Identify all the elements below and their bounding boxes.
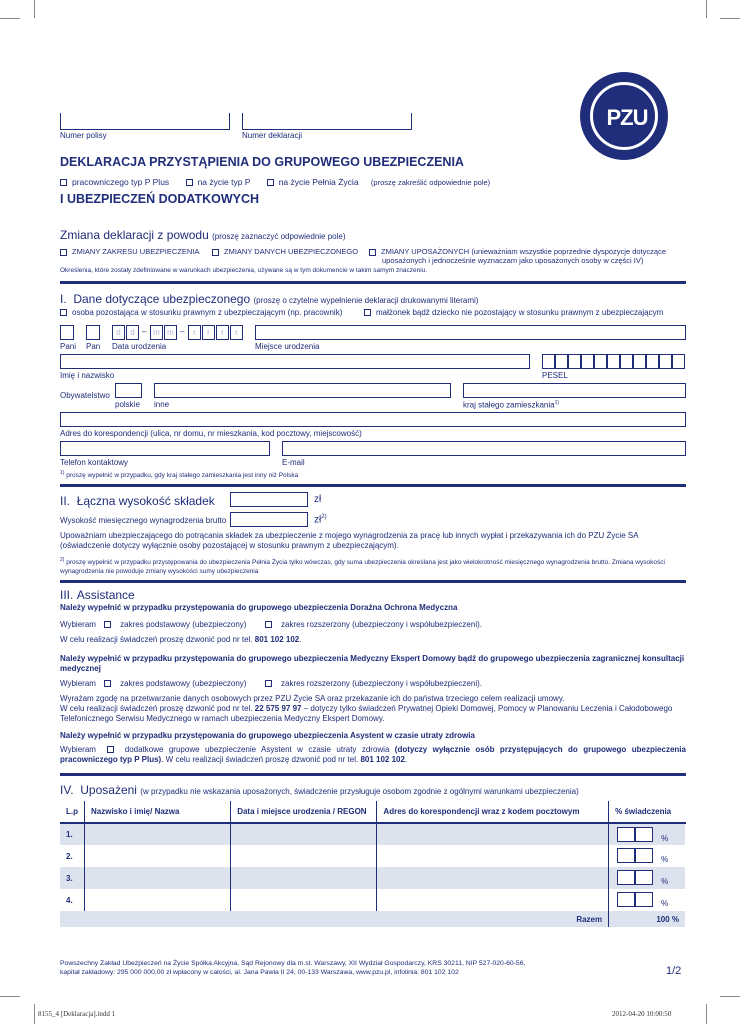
call-text-1: W celu realizacji świadczeń proszę dzwonić pod nr tel.	[60, 635, 253, 644]
pesel-digit-cell[interactable]	[594, 354, 607, 369]
pesel-digit-cell[interactable]	[555, 354, 568, 369]
beneficiary-name-cell[interactable]	[85, 845, 231, 867]
assistance-block2-heading: Należy wypełnić w przypadku przystępowania do grupowego ubezpieczenia Medyczny Ekspert Domowy bądź do grupowego ubezpieczenia zagranicznej konsultacji medycznej	[60, 654, 685, 673]
phone-number-2: 22 575 97 97	[254, 704, 302, 713]
footer-company-line1: Powszechny Zakład Ubezpieczeń na Życie Spółka Akcyjna, Sąd Rejonowy dla m.st. Warszawy, XII Wydział Gospodarczy, KRS 30211, NIP 527-020-60-56,	[60, 960, 526, 967]
insured-employee-checkbox[interactable]	[60, 309, 67, 316]
change-beneficiaries-label: ZMIANY UPOSAŻONYCH	[381, 247, 470, 256]
policy-number-label: Numer polisy	[60, 131, 107, 140]
col-header-lp: L.p	[60, 801, 85, 823]
beneficiary-percent-cell[interactable]	[609, 889, 686, 911]
print-file-info: 8155_4 [Deklaracja].indd 1	[38, 1010, 116, 1018]
birth-date-year-4[interactable]: r	[230, 325, 243, 340]
citizenship-polish-label: polskie	[115, 400, 140, 409]
assistant-checkbox[interactable]	[107, 746, 114, 753]
choose-label-3: Wybieram	[60, 745, 96, 754]
pesel-digit-cell[interactable]	[659, 354, 672, 369]
dom-basic-checkbox[interactable]	[104, 621, 111, 628]
declaration-number-label: Numer deklaracji	[242, 131, 303, 140]
percent-sign: %	[661, 899, 669, 908]
birth-date-year-2[interactable]: r	[202, 325, 215, 340]
citizenship-other-input[interactable]	[154, 383, 451, 398]
beneficiary-address-cell[interactable]	[377, 889, 609, 911]
phone-label: Telefon kontaktowy	[60, 458, 129, 467]
change-beneficiaries-note-1: (unieważniam wszystkie poprzednie dyspozycje dotyczące	[471, 247, 666, 256]
email-input[interactable]	[282, 441, 686, 456]
change-scope-checkbox[interactable]	[60, 249, 67, 256]
residence-country-label: kraj stałego zamieszkania	[463, 400, 555, 410]
choose-label-1: Wybieram	[60, 620, 96, 629]
col-header-name: Nazwisko i imię/ Nazwa	[85, 801, 231, 823]
beneficiary-birth-cell[interactable]	[231, 845, 377, 867]
beneficiary-birth-cell[interactable]	[231, 867, 377, 889]
dom-extended-checkbox[interactable]	[265, 621, 272, 628]
salary-currency: zł	[314, 514, 322, 526]
definitions-note: Określenia, które zostały zdefiniowane w warunkach ubezpieczenia, używane są w tym dokumencie w takim samym znaczeniu.	[60, 267, 428, 274]
assistance-block3-heading: Należy wypełnić w przypadku przystępowania do grupowego ubezpieczenia Asystent w czasie utraty zdrowia	[60, 731, 475, 740]
beneficiary-percent-cell[interactable]	[609, 867, 686, 889]
dom-extended-label: zakres rozszerzony (ubezpieczony i współubezpieczeni).	[281, 620, 482, 629]
beneficiary-name-cell[interactable]	[85, 867, 231, 889]
pesel-digit-cell[interactable]	[672, 354, 685, 369]
section3-number: III.	[60, 588, 74, 602]
choose-label-2: Wybieram	[60, 679, 96, 688]
assistant-label: dodatkowe grupowe ubezpieczenie Asystent w czasie utraty zdrowia	[124, 745, 390, 754]
phone-number-1: 801 102 102	[254, 635, 300, 644]
residence-footnote-ref: 1)	[554, 400, 560, 406]
insured-employee-label: osoba pozostająca w stosunku prawnym z ubezpieczającym (np. pracownik)	[72, 308, 343, 317]
option-note: (proszę zakreślić odpowiednie pole)	[370, 178, 491, 187]
citizenship-polish-checkbox[interactable]	[115, 383, 142, 398]
pesel-label: PESEL	[542, 371, 568, 380]
table-row	[60, 867, 686, 889]
section1-number: I.	[60, 292, 67, 306]
birth-date-year-1[interactable]: r	[188, 325, 201, 340]
date-dash-2: –	[180, 327, 185, 336]
beneficiary-address-cell[interactable]	[377, 823, 609, 845]
phone-input[interactable]	[60, 441, 270, 456]
option-p-label: na życie typ P	[197, 177, 251, 187]
row-number: 1.	[60, 823, 85, 845]
pesel-digit-cell[interactable]	[620, 354, 633, 369]
table-row	[60, 823, 686, 845]
salary-input[interactable]	[230, 512, 308, 527]
footer-company-line2: kapitał zakładowy: 295 000 000,00 zł wpłacony w całości, al. Jana Pawła II 24, 00-133 Warszawa, www.pzu.pl, infolinia: 801 102 102	[60, 969, 459, 976]
birth-date-month-1[interactable]: m	[150, 325, 163, 340]
assistance-block1-heading: Należy wypełnić w przypadku przystępowania do grupowego ubezpieczenia Doraźna Ochrona Medyczna	[60, 603, 458, 612]
section1-footnote-num: 1)	[60, 470, 65, 476]
total-label: Razem	[60, 911, 609, 927]
option-pelnia-label: na życie Pełnia Życia	[278, 177, 359, 187]
section1-note: (proszę o czytelne wypełnienie deklaracji drukowanymi literami)	[253, 296, 479, 305]
pesel-digit-cell[interactable]	[568, 354, 581, 369]
row-number: 3.	[60, 867, 85, 889]
residence-country-input[interactable]	[463, 383, 686, 398]
call-text-2: W celu realizacji świadczeń proszę dzwonić pod nr tel.	[60, 704, 253, 713]
percent-sign: %	[661, 855, 669, 864]
col-header-birth: Data i miejsce urodzenia / REGON	[231, 801, 377, 823]
section-divider	[60, 580, 686, 583]
birth-date-day-2[interactable]: d	[126, 325, 139, 340]
salary-footnote-ref: 2)	[321, 514, 327, 520]
med-extended-label: zakres rozszerzony (ubezpieczony i współubezpieczeni).	[281, 679, 482, 688]
insured-family-checkbox[interactable]	[364, 309, 371, 316]
section2-number: II.	[60, 494, 71, 508]
section2-footnote: proszę wypełnić w przypadku przystępowania do ubezpieczenia Pełnia Życia tylko wówczas, gdy suma ubezpieczenia określana jest jako wielokrotność miesięcznego wynagrodzenia brutto. Zmiana wysokości wynagrodzenia nie powoduje zmiany wysokości sumy ubezpieczenia	[60, 559, 665, 575]
pesel-digit-cell[interactable]	[542, 354, 555, 369]
section2-footnote-num: 2)	[60, 557, 65, 563]
citizenship-other-label: inne	[154, 400, 170, 409]
option-pelnia-checkbox[interactable]	[267, 179, 274, 186]
call-text-3: . W celu realizacji świadczeń proszę dzwonić pod nr tel.	[161, 755, 359, 764]
birth-date-year-3[interactable]: r	[216, 325, 229, 340]
pani-label: Pani	[60, 342, 77, 351]
birth-place-input[interactable]	[255, 325, 686, 340]
option-p-plus-label: pracowniczego typ P Plus	[72, 177, 170, 187]
declaration-number-field[interactable]	[242, 113, 412, 130]
policy-number-field[interactable]	[60, 113, 230, 130]
beneficiary-percent-cell[interactable]	[609, 845, 686, 867]
section3-title: Assistance	[76, 588, 135, 602]
birth-date-day-1[interactable]: d	[112, 325, 125, 340]
section1-title: Dane dotyczące ubezpieczonego	[73, 292, 251, 306]
dom-basic-label: zakres podstawowy (ubezpieczony)	[120, 620, 247, 629]
pan-checkbox[interactable]	[86, 325, 100, 340]
section-divider	[60, 281, 686, 284]
change-beneficiaries-checkbox[interactable]	[369, 249, 376, 256]
pesel-field[interactable]	[542, 354, 686, 369]
med-basic-label: zakres podstawowy (ubezpieczony)	[120, 679, 247, 688]
premium-currency: zł	[314, 494, 322, 505]
birth-date-label: Data urodzenia	[112, 342, 167, 351]
phone-number-3: 801 102 102	[360, 755, 405, 764]
total-row	[60, 911, 686, 927]
beneficiary-birth-cell[interactable]	[231, 823, 377, 845]
correspondence-address-input[interactable]	[60, 412, 686, 427]
consent-text: Wyrażam zgodę na przetwarzanie danych osobowych przez PZU Życie SA oraz przekazanie ich do państwa trzeciego celem realizacji umowy.	[60, 694, 565, 703]
pesel-digit-cell[interactable]	[581, 354, 594, 369]
change-heading-note: (proszę zaznaczyć odpowiednie pole)	[212, 232, 346, 241]
row-number: 4.	[60, 889, 85, 911]
beneficiary-address-cell[interactable]	[377, 867, 609, 889]
section-divider	[60, 773, 686, 776]
pzu-logo: PZU	[580, 72, 668, 160]
change-beneficiaries-note-2: uposażonych i jednocześnie wyznaczam jako uposażonych osoby w części IV)	[382, 256, 644, 265]
premium-total-input[interactable]	[230, 492, 308, 507]
email-label: E-mail	[282, 458, 305, 467]
beneficiary-name-cell[interactable]	[85, 823, 231, 845]
beneficiary-address-cell[interactable]	[377, 845, 609, 867]
pesel-digit-cell[interactable]	[646, 354, 659, 369]
assistant-eligibility: (dotyczy wyłącznie osób przystępujących do grupowego ubezpieczenia pracowniczego typ P Plus)	[60, 745, 686, 764]
pani-checkbox[interactable]	[60, 325, 74, 340]
full-name-input[interactable]	[60, 354, 530, 369]
authorization-text: Upoważniam ubezpieczającego do potrącania składek za ubezpieczenie z mojego wynagrodzenia za pracę lub innych wypłat i przekazywania ich do PZU Życie SA (oświadczenie dotyczy wyłącznie osoby pozostającej w stosunku prawnym z ubezpieczającym).	[60, 531, 639, 550]
change-heading: Zmiana deklaracji z powodu	[60, 228, 209, 242]
med-extended-checkbox[interactable]	[265, 680, 272, 687]
date-dash-1: –	[142, 327, 147, 336]
salary-label: Wysokość miesięcznego wynagrodzenia brutto	[60, 516, 227, 525]
birth-date-month-2[interactable]: m	[164, 325, 177, 340]
change-scope-label: ZMIANY ZAKRESU UBEZPIECZENIA	[72, 247, 200, 256]
table-row	[60, 889, 686, 911]
section4-number: IV.	[60, 783, 74, 797]
insured-family-label: małżonek bądź dziecko nie pozostający w stosunku prawnym z ubezpieczającym	[376, 308, 664, 317]
correspondence-address-label: Adres do korespondencji (ulica, nr domu, nr mieszkania, kod pocztowy, miejscowość)	[60, 429, 362, 438]
print-date-info: 2012-04-20 10:00:50	[612, 1010, 672, 1018]
consent-services-text: – dotyczy tylko świadczeń Prywatnej Opieki Domowej, Pomocy w Planowaniu Leczenia i Całodobowego Telefonicznego Serwisu Medycznego w ramach ubezpieczenia Medyczny Ekspert Domowy.	[60, 704, 673, 723]
med-basic-checkbox[interactable]	[104, 680, 111, 687]
percent-sign: %	[661, 834, 669, 843]
option-p-plus-checkbox[interactable]	[60, 179, 67, 186]
section1-footnote: proszę wypełnić w przypadku, gdy kraj stałego zamieszkania jest inny niż Polska	[66, 472, 299, 480]
citizenship-label: Obywatelstwo	[60, 391, 110, 400]
pesel-digit-cell[interactable]	[633, 354, 646, 369]
pan-label: Pan	[86, 342, 101, 351]
beneficiaries-table	[60, 801, 686, 927]
table-row	[60, 845, 686, 867]
col-header-percent: % świadczenia	[609, 801, 686, 823]
section2-title: Łączna wysokość składek	[76, 494, 215, 508]
beneficiary-birth-cell[interactable]	[231, 889, 377, 911]
pesel-digit-cell[interactable]	[607, 354, 620, 369]
page-title-line1: DEKLARACJA PRZYSTĄPIENIA DO GRUPOWEGO UBEZPIECZENIA	[60, 155, 464, 169]
beneficiary-percent-cell[interactable]	[609, 823, 686, 845]
page-title-line2: I UBEZPIECZEŃ DODATKOWYCH	[60, 192, 260, 206]
birth-place-label: Miejsce urodzenia	[255, 342, 320, 351]
row-number: 2.	[60, 845, 85, 867]
beneficiary-name-cell[interactable]	[85, 889, 231, 911]
full-name-label: Imię i nazwisko	[60, 371, 115, 380]
col-header-address: Adres do korespondencji wraz z kodem pocztowym	[377, 801, 609, 823]
option-p-checkbox[interactable]	[186, 179, 193, 186]
change-data-label: ZMIANY DANYCH UBEZPIECZONEGO	[224, 247, 359, 256]
page-number: 1/2	[666, 965, 682, 977]
total-value: 100 %	[609, 911, 686, 927]
section-divider	[60, 484, 686, 487]
percent-sign: %	[661, 877, 669, 886]
change-data-checkbox[interactable]	[212, 249, 219, 256]
section4-title: Uposażeni	[80, 783, 137, 797]
section4-note: (w przypadku nie wskazania uposażonych, świadczenie przysługuje osobom zgodnie z ogólnymi warunkami ubezpieczenia)	[140, 787, 579, 796]
